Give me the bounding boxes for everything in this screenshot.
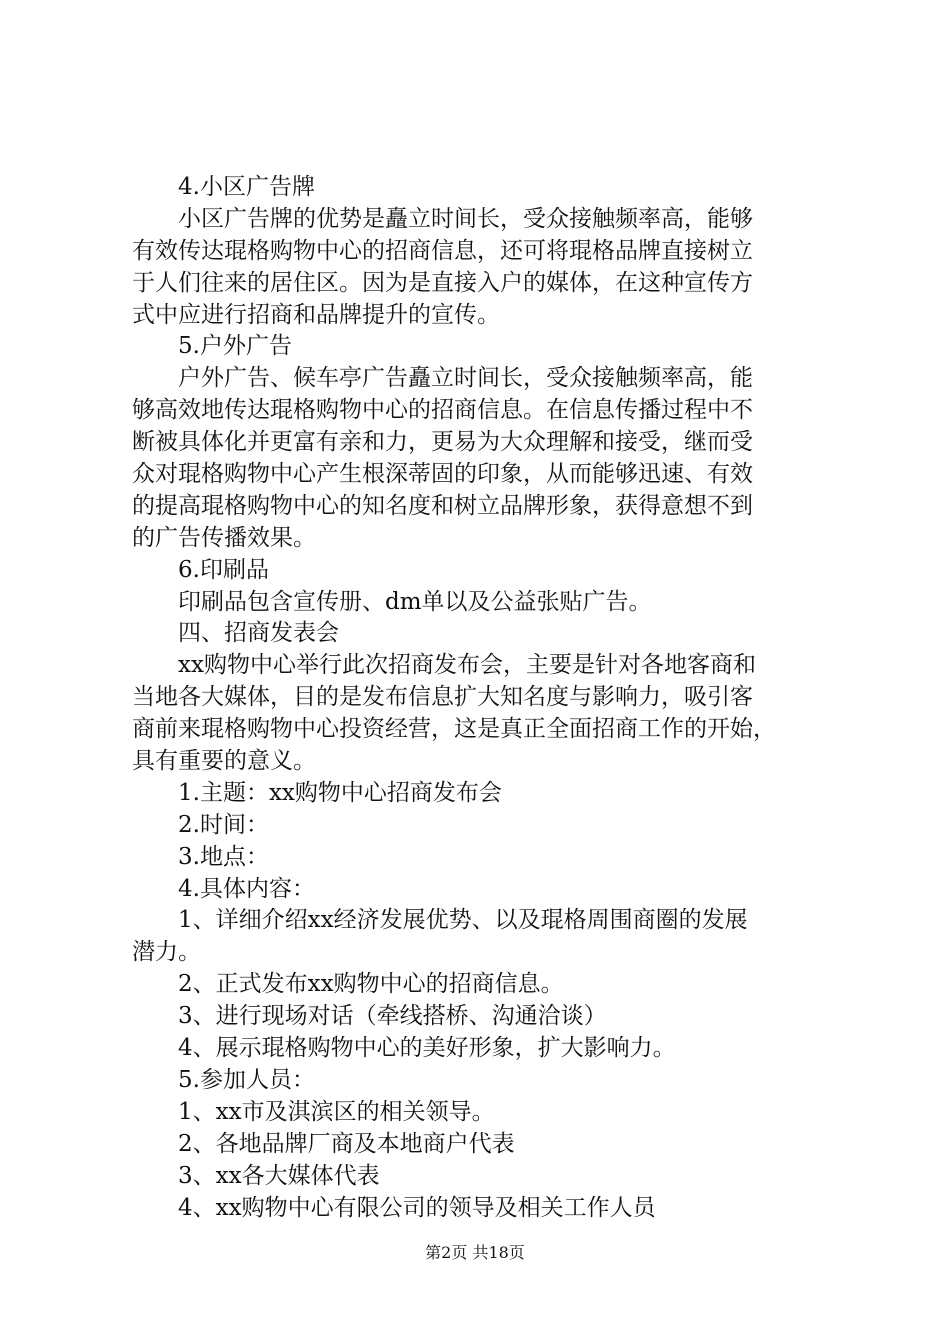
text-line: 的提高琨格购物中心的知名度和树立品牌形象，获得意想不到 <box>132 492 753 519</box>
text-line: 于人们往来的居住区。因为是直接入户的媒体，在这种宣传方 <box>132 269 753 296</box>
text-line: 4.小区广告牌 <box>178 174 315 200</box>
text-line: 当地各大媒体，目的是发布信息扩大知名度与影响力，吸引客 <box>132 684 753 711</box>
page-footer: 第2页 共18页 <box>425 1243 525 1262</box>
text-line: 5.参加人员： <box>178 1066 315 1093</box>
text-line: 1、xx市及淇滨区的相关领导。 <box>178 1098 495 1125</box>
text-line: 四、招商发表会 <box>178 620 339 647</box>
text-line: 够高效地传达琨格购物中心的招商信息。在信息传播过程中不 <box>132 397 753 424</box>
text-line: 式中应进行招商和品牌提升的宣传。 <box>132 301 500 328</box>
text-line: 3.地点： <box>178 843 269 870</box>
text-line: 的广告传播效果。 <box>132 524 316 551</box>
text-line: 众对琨格购物中心产生根深蒂固的印象，从而能够迅速、有效 <box>132 461 753 488</box>
text-line: 1.主题：xx购物中心招商发布会 <box>178 779 502 806</box>
text-line: 商前来琨格购物中心投资经营，这是真正全面招商工作的开始， <box>132 716 776 743</box>
text-line: 2、各地品牌厂商及本地商户代表 <box>178 1130 515 1157</box>
text-line: 2、正式发布xx购物中心的招商信息。 <box>178 971 564 998</box>
text-line: 断被具体化并更富有亲和力，更易为大众理解和接受，继而受 <box>132 429 753 456</box>
text-line: 小区广告牌的优势是矗立时间长，受众接触频率高，能够 <box>178 205 753 232</box>
text-line: 4.具体内容： <box>178 875 315 902</box>
text-line: 4、展示琨格购物中心的美好形象，扩大影响力。 <box>178 1035 676 1062</box>
text-line: 印刷品包含宣传册、dm单以及公益张贴广告。 <box>178 588 652 615</box>
text-line: 户外广告、候车亭广告矗立时间长，受众接触频率高，能 <box>178 365 753 392</box>
text-line: 4、xx购物中心有限公司的领导及相关工作人员 <box>178 1194 656 1221</box>
text-line: 5.户外广告 <box>178 333 292 360</box>
text-line: 1、详细介绍xx经济发展优势、以及琨格周围商圈的发展 <box>178 907 748 934</box>
text-line: 有效传达琨格购物中心的招商信息，还可将琨格品牌直接树立 <box>132 237 753 264</box>
text-line: 3、进行现场对话（牵线搭桥、沟通洽谈） <box>178 1003 607 1030</box>
text-line: 2.时间： <box>178 811 269 838</box>
text-line: 潜力。 <box>132 939 201 966</box>
text-line: 具有重要的意义。 <box>132 748 316 775</box>
document-body <box>132 172 832 1224</box>
text-line: 6.印刷品 <box>178 556 269 583</box>
text-line: xx购物中心举行此次招商发布会，主要是针对各地客商和 <box>178 652 756 679</box>
text-line: 3、xx各大媒体代表 <box>178 1162 380 1189</box>
